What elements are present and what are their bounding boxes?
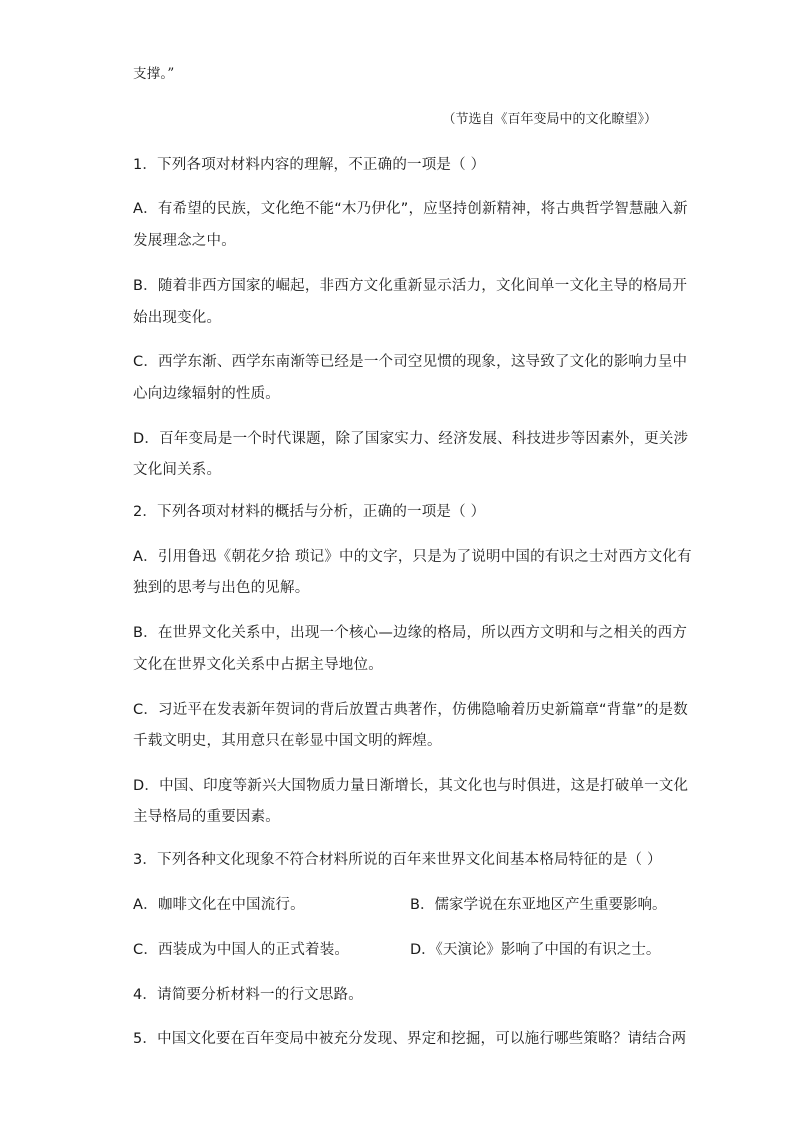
question-2-option-a: A．引用鲁迅《朝花夕拾 琐记》中的文字，只是为了说明中国的有识之士对西方文化有 [133, 549, 692, 565]
question-2-option-c: C．习近平在发表新年贺词的背后放置古典著作，仿佛隐喻着历史新篇章“背靠”的是数 [133, 702, 688, 718]
question-3-option-b: B．儒家学说在东亚地区产生重要影响。 [410, 897, 667, 913]
question-1-option-b: B．随着非西方国家的崛起，非西方文化重新显示活力，文化间单一文化主导的格局开 [133, 278, 688, 294]
question-1-option-a-cont: 发展理念之中。 [133, 233, 236, 249]
question-2-option-a-cont: 独到的思考与出色的见解。 [133, 580, 310, 596]
question-2-option-b: B．在世界文化关系中，出现一个核心—边缘的格局，所以西方文明和与之相关的西方 [133, 625, 688, 641]
question-1-option-c-cont: 心向边缘辐射的性质。 [133, 386, 280, 402]
question-2-stem: 2．下列各项对材料的概括与分析，正确的一项是（ ） [133, 504, 486, 520]
question-2-option-c-cont: 千载文明史，其用意只在彰显中国文明的辉煌。 [133, 733, 442, 749]
question-1-option-d-cont: 文化间关系。 [133, 462, 222, 478]
question-4-stem: 4．请简要分析材料一的行文思路。 [133, 987, 363, 1003]
question-1-stem: 1．下列各项对材料内容的理解，不正确的一项是（ ） [133, 157, 486, 173]
question-3-option-a: A．咖啡文化在中国流行。 [133, 897, 305, 913]
question-1-option-c: C．西学东渐、西学东南渐等已经是一个司空见惯的现象，这导致了文化的影响力呈中 [133, 354, 688, 370]
question-3-option-c: C．西装成为中国人的正式着装。 [133, 942, 350, 958]
question-1-option-d: D．百年变局是一个时代课题，除了国家实力、经济发展、科技进步等因素外，更关涉 [133, 431, 689, 447]
question-1-option-b-cont: 始出现变化。 [133, 310, 222, 326]
question-2-option-b-cont: 文化在世界文化关系中占据主导地位。 [133, 657, 383, 673]
question-2-option-d: D．中国、印度等新兴大国物质力量日渐增长，其文化也与时俱进，这是打破单一文化 [133, 778, 689, 794]
question-3-option-d: D．《天演论》影响了中国的有识之士。 [410, 942, 661, 958]
source-note: （节选自《百年变局中的文化瞭望》） [442, 112, 657, 127]
question-5-stem: 5．中国文化要在百年变局中被充分发现、界定和挖掘，可以施行哪些策略？请结合两 [133, 1031, 687, 1047]
header-fragment: 支撑。” [133, 66, 175, 82]
question-3-stem: 3．下列各种文化现象不符合材料所说的百年来世界文化间基本格局特征的是（ ） [133, 852, 662, 868]
question-2-option-d-cont: 主导格局的重要因素。 [133, 809, 280, 825]
question-1-option-a: A．有希望的民族，文化绝不能“木乃伊化”，应坚持创新精神，将古典哲学智慧融入新 [133, 201, 688, 217]
